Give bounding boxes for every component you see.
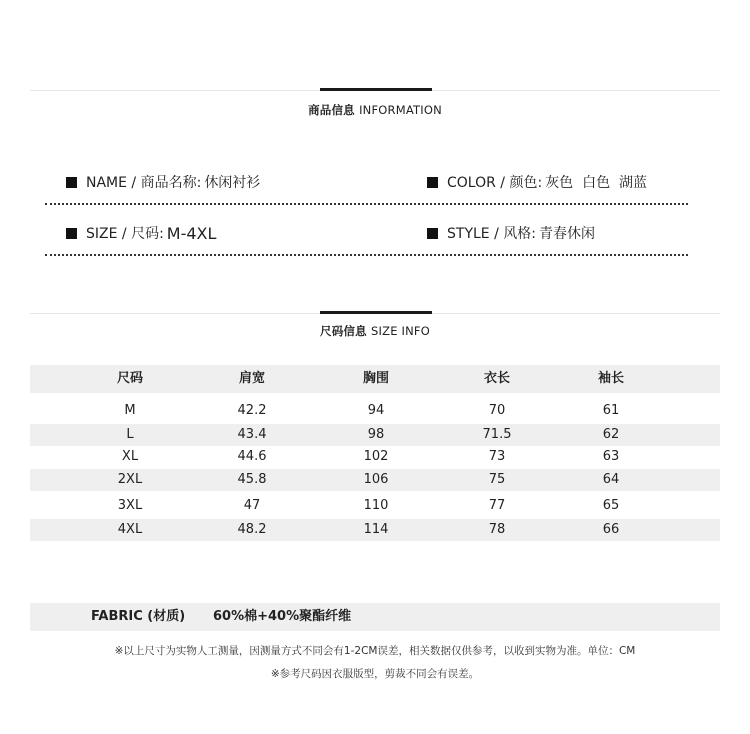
- information-title: [0, 102, 750, 118]
- table-cell: 2XL: [117, 472, 143, 487]
- info-color-value: 灰色 白色 湖蓝: [545, 175, 647, 191]
- section-marker-information: [320, 88, 432, 91]
- table-cell: 66: [602, 522, 620, 537]
- fabric-label: FABRIC (材质): [91, 609, 186, 624]
- dotted-divider: [45, 203, 688, 205]
- table-cell: 78: [488, 522, 506, 537]
- fabric-value: 60%棉+40%聚酯纤维: [213, 609, 352, 624]
- bullet-square-icon: [66, 228, 77, 239]
- header-cell: 袖长: [597, 371, 625, 386]
- info-size-value: M-4XL: [166, 223, 217, 243]
- info-style-value: 青春休闲: [538, 226, 595, 242]
- table-cell: 47: [243, 498, 261, 513]
- info-color-label: COLOR / 颜色:: [447, 175, 543, 191]
- table-cell: 98: [367, 427, 385, 442]
- info-name: [66, 172, 260, 192]
- table-row: [30, 469, 720, 491]
- header-cell: 衣长: [483, 371, 511, 386]
- table-row: [30, 519, 720, 541]
- header-cell: 肩宽: [238, 371, 266, 386]
- table-cell: 3XL: [117, 498, 143, 513]
- table-cell: 71.5: [482, 427, 512, 442]
- table-cell: 62: [602, 427, 620, 442]
- table-cell: 42.2: [237, 403, 267, 418]
- table-row: [30, 400, 720, 422]
- table-cell: 64: [602, 472, 620, 487]
- table-cell: 94: [367, 403, 385, 418]
- header-cell: 尺码: [116, 371, 144, 386]
- table-cell: 45.8: [237, 472, 267, 487]
- table-cell: 70: [488, 403, 506, 418]
- header-cell: 胸围: [362, 371, 390, 386]
- info-name-label: NAME / 商品名称:: [86, 175, 202, 191]
- table-cell: 102: [363, 449, 389, 464]
- note-measurement: ※以上尺寸为实物人工测量，因测量方式不同会有1-2CM误差，相关数据仅供参考，以收到实物为准。单位：CM: [114, 645, 636, 657]
- info-size: [66, 223, 216, 243]
- table-row: [30, 446, 720, 468]
- note-size-reference: ※参考尺码因衣服版型，剪裁不同会有误差。: [270, 668, 480, 680]
- size-table-header: [30, 368, 720, 390]
- table-cell: M: [124, 403, 136, 418]
- dotted-divider: [45, 254, 688, 256]
- table-cell: 4XL: [117, 522, 143, 537]
- table-cell: XL: [121, 449, 139, 464]
- fabric-bar: [30, 603, 720, 631]
- bullet-square-icon: [66, 177, 77, 188]
- information-title-cn: 商品信息: [308, 103, 355, 117]
- table-cell: 73: [488, 449, 506, 464]
- table-cell: 48.2: [237, 522, 267, 537]
- bullet-square-icon: [427, 228, 438, 239]
- table-row: [30, 495, 720, 517]
- table-cell: 44.6: [237, 449, 267, 464]
- table-cell: 61: [602, 403, 620, 418]
- table-row: [30, 424, 720, 446]
- section-marker-size: [320, 311, 432, 314]
- table-cell: 110: [363, 498, 389, 513]
- size-info-title-cn: 尺码信息: [320, 324, 367, 338]
- info-color: [427, 172, 647, 192]
- info-style: [427, 223, 595, 243]
- table-cell: 65: [602, 498, 620, 513]
- size-info-title-en: SIZE INFO: [371, 324, 430, 338]
- bullet-square-icon: [427, 177, 438, 188]
- table-cell: 75: [488, 472, 506, 487]
- info-size-label: SIZE / 尺码:: [86, 226, 164, 242]
- table-cell: L: [126, 427, 134, 442]
- information-title-en: INFORMATION: [359, 103, 442, 117]
- table-cell: 63: [602, 449, 620, 464]
- table-cell: 114: [363, 522, 389, 537]
- size-info-title: [0, 323, 750, 339]
- table-cell: 77: [488, 498, 506, 513]
- table-cell: 43.4: [237, 427, 267, 442]
- table-cell: 106: [363, 472, 389, 487]
- info-name-value: 休闲衬衫: [204, 175, 261, 191]
- info-style-label: STYLE / 风格:: [447, 226, 536, 242]
